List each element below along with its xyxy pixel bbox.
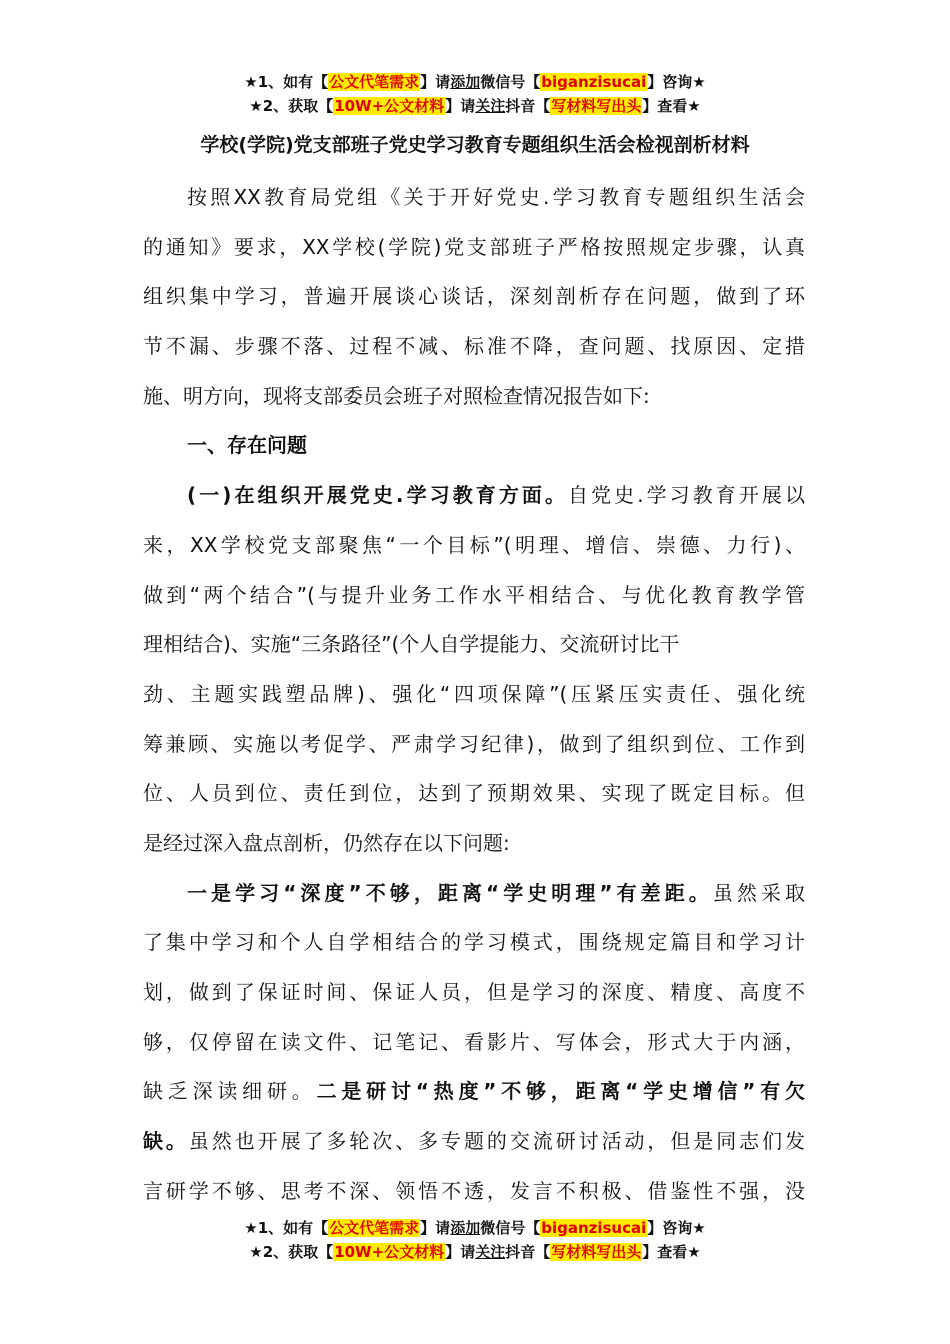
body-line: 位、人员到位、责任到位，达到了预期效果、实现了既定目标。但	[143, 781, 805, 806]
highlight-materials: 10W+公文材料	[334, 1243, 445, 1261]
top-banner	[0, 70, 950, 118]
body-line: 了集中学习和个人自学相结合的学习模式，围绕规定篇目和学习计	[143, 930, 805, 955]
body-line: 划，做到了保证时间、保证人员，但是学习的深度、精度、高度不	[143, 980, 805, 1004]
body-line: 施、明方向，现将支部委员会班子对照检查情况报告如下:	[143, 383, 650, 408]
body-line: (一)在组织开展党史.学习教育方面。自党史.学习教育开展以	[187, 483, 805, 508]
body-line: 做到“两个结合”(与提升业务工作水平相结合、与优化教育教学管	[143, 582, 805, 607]
highlight-materials: 10W+公文材料	[334, 97, 445, 115]
body-line: 来，XX学校党支部聚焦“一个目标”(明理、增信、崇德、力行)、	[143, 532, 805, 557]
body-line: 缺乏深读细研。二是研讨“热度”不够，距离“学史增信”有欠	[143, 1079, 805, 1104]
document-title: 学校(学院)党支部班子党史学习教育专题组织生活会检视剖析材料	[200, 134, 750, 156]
banner-line-2: ★2、获取【10W+公文材料】请关注抖音【写材料写出头】查看★	[249, 97, 701, 115]
body-line: 组织集中学习，普遍开展谈心谈话，深刻剖析存在问题，做到了环	[143, 284, 805, 309]
body-line: 的通知》要求，XX学校(学院)党支部班子严格按照规定步骤，认真	[143, 234, 805, 259]
highlight-writing-service: 公文代笔需求	[329, 1219, 420, 1237]
banner-line-1: ★1、如有【公文代笔需求】请添加微信号【biganzisucai】咨询★	[244, 1219, 706, 1237]
body-line: 理相结合)、实施“三条路径”(个人自学提能力、交流研讨比干	[143, 632, 680, 657]
body-line: 按照XX教育局党组《关于开好党史.学习教育专题组织生活会	[187, 185, 805, 209]
body-line: 筹兼顾、实施以考促学、严肃学习纪律)，做到了组织到位、工作到	[143, 731, 805, 756]
banner-line-2: ★2、获取【10W+公文材料】请关注抖音【写材料写出头】查看★	[249, 1243, 701, 1261]
banner-line-1: ★1、如有【公文代笔需求】请添加微信号【biganzisucai】咨询★	[244, 73, 706, 91]
body-line: 节不漏、步骤不落、过程不减、标准不降，查问题、找原因、定措	[143, 334, 805, 359]
document-body	[143, 173, 805, 1216]
body-line: 是经过深入盘点剖析，仍然存在以下问题:	[143, 830, 510, 855]
body-line: 一是学习“深度”不够，距离“学史明理”有差距。虽然采取	[187, 880, 805, 905]
highlight-writing-service: 公文代笔需求	[329, 73, 420, 91]
highlight-wechat-id: biganzisucai	[541, 1219, 647, 1237]
bottom-banner	[0, 1216, 950, 1264]
body-line: 缺。虽然也开展了多轮次、多专题的交流研讨活动，但是同志们发	[143, 1129, 805, 1154]
body-line: 够，仅停留在读文件、记笔记、看影片、写体会，形式大于内涵，	[143, 1029, 805, 1054]
body-line: 劲、主题实践塑品牌)、强化“四项保障”(压紧压实责任、强化统	[143, 681, 805, 706]
highlight-douyin: 写材料写出头	[551, 1243, 642, 1261]
body-line: 言研学不够、思考不深、领悟不透，发言不积极、借鉴性不强，没	[143, 1178, 805, 1203]
highlight-douyin: 写材料写出头	[551, 97, 642, 115]
section-heading: 一、存在问题	[187, 433, 307, 458]
highlight-wechat-id: biganzisucai	[541, 73, 647, 91]
